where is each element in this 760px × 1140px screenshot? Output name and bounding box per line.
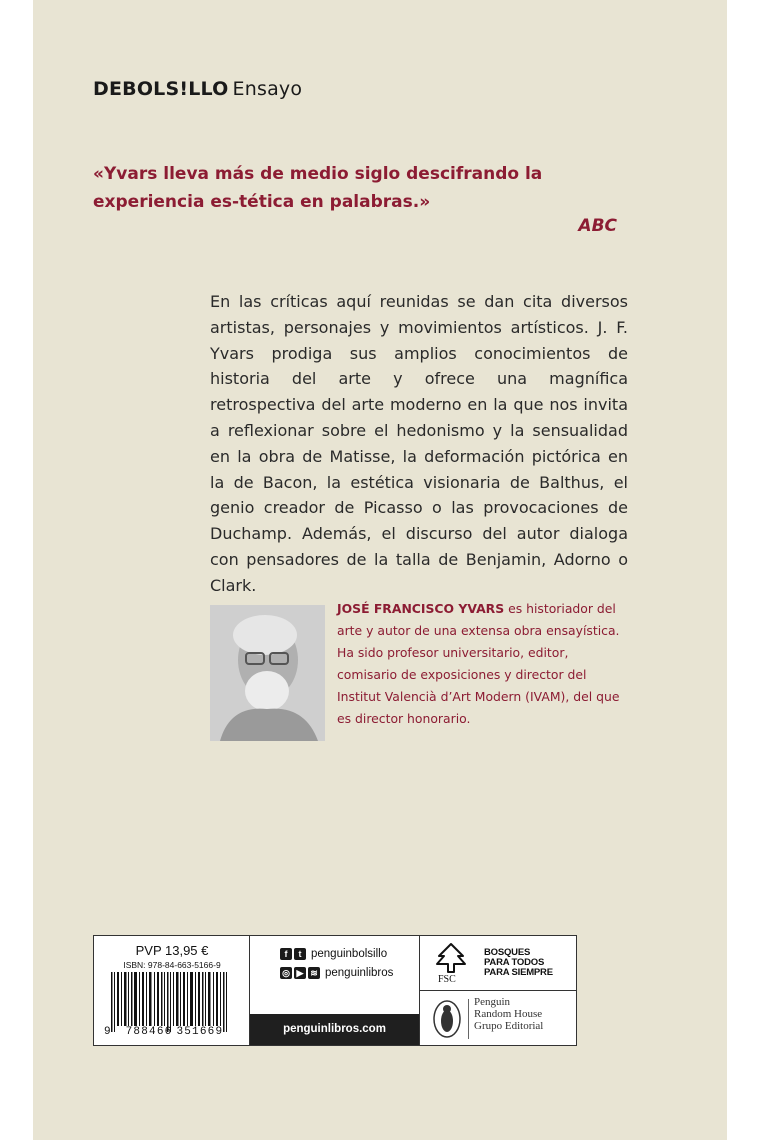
prh-text: Penguin Random House Grupo Editorial <box>474 996 544 1032</box>
social-row-2 <box>280 965 393 981</box>
social-panel <box>250 936 420 1045</box>
social-handle-2[interactable]: penguinlibros <box>325 967 394 979</box>
instagram-icon: ◎ <box>280 967 292 979</box>
price-label: PVP 13,95 € <box>135 943 209 958</box>
fsc-label: FSC <box>438 974 456 985</box>
publisher-brand <box>93 78 302 100</box>
social-handle-1[interactable]: penguinbolsillo <box>311 948 388 960</box>
series-name: Ensayo <box>232 78 303 100</box>
logos-panel <box>420 936 576 1045</box>
social-row-1 <box>280 946 387 962</box>
logo-divider <box>468 999 469 1039</box>
synopsis-text: En las críticas aquí reunidas se dan cita diversos artistas, personajes y movimientos artísticos. J. F. Yvars prodiga sus amplios conocimientos de historia del arte y ofrece una magnífica retrospectiva del arte moderno en la que nos invita a reflexionar sobre el hedonismo y la sensualidad en la obra de Matisse, la deformación pictórica en la de Bacon, la estética visionaria de Balthus, el genio creador de Picasso o las provocaciones de Duchamp. Además, el discurso del autor dialoga con pensadores de la talla de Benjamin, Adorno o Clark. <box>210 292 628 595</box>
imprint-name: DEBOLS!LLO <box>93 78 229 100</box>
barcode-digits-left: 788466 <box>125 1026 173 1038</box>
penguin-logo-icon <box>432 999 462 1039</box>
author-name: JOSÉ FRANCISCO YVARS <box>337 601 505 616</box>
youtube-icon: ▶ <box>294 967 306 979</box>
website-link[interactable]: penguinlibros.com <box>250 1014 419 1045</box>
spotify-icon: ≋ <box>308 967 320 979</box>
quote-source: ABC <box>578 216 617 236</box>
author-photo <box>210 605 325 741</box>
author-bio-text: es historiador del arte y autor de una extensa obra ensayística. Ha sido profesor universitario, editor, comisario de exposiciones y director del Institut Valencià d’Art Modern (IVAM), del que es director honorario. <box>337 601 620 726</box>
twitter-icon: t <box>294 948 306 960</box>
fsc-tree-icon <box>434 942 468 974</box>
fsc-logo-block <box>420 936 576 991</box>
bosques-text: BOSQUES PARA TODOS PARA SIEMPRE <box>484 947 553 978</box>
facebook-icon: f <box>280 948 292 960</box>
barcode-panel <box>94 936 250 1045</box>
press-quote: «Yvars lleva más de medio siglo descifrando la experiencia es-tética en palabras.» <box>93 164 543 212</box>
isbn-label: ISBN: 978-84-663-5166-9 <box>123 960 221 970</box>
barcode-digit-prefix: 9 <box>104 1026 112 1038</box>
info-box <box>93 935 577 1046</box>
author-bio <box>337 598 629 730</box>
barcode-digits-right: 351669 <box>176 1026 224 1038</box>
